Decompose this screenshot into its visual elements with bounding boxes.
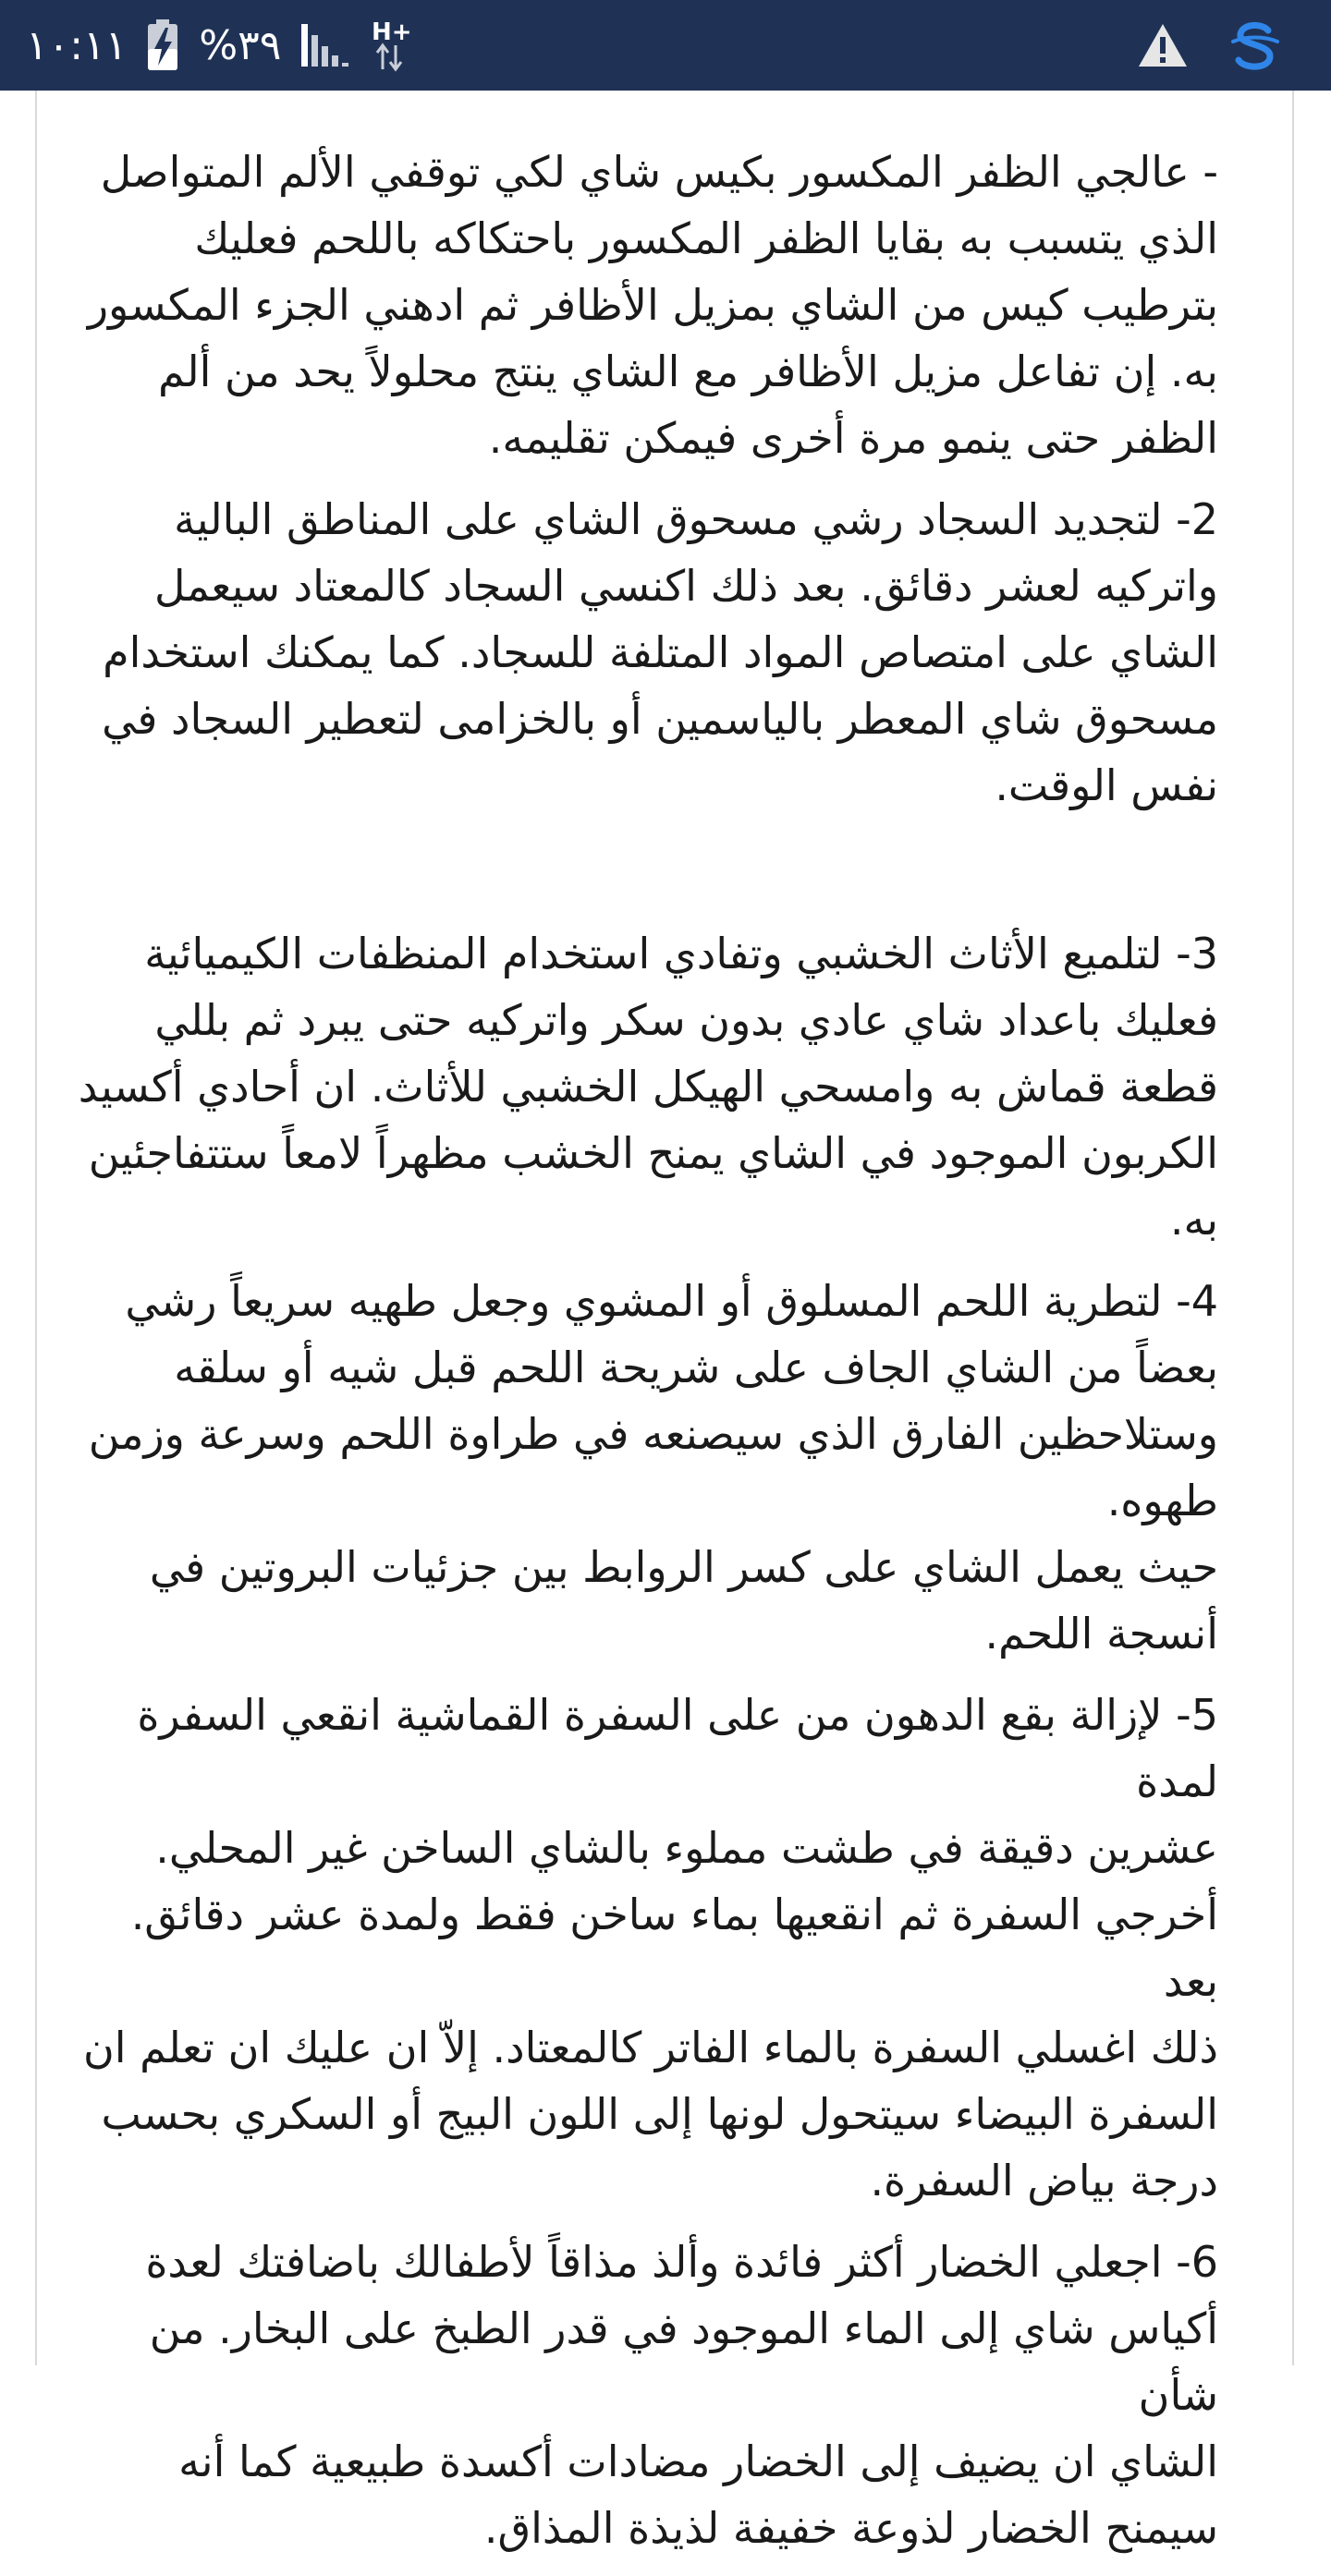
paragraph-line: بعضاً من الشاي الجاف على شريحة اللحم قبل شيه أو سلقه bbox=[174, 1343, 1218, 1392]
paragraph-line: نفس الوقت. bbox=[995, 760, 1218, 810]
article-paragraph bbox=[63, 139, 1218, 471]
paragraph-line: أخرجي السفرة ثم انقعيها بماء ساخن فقط ولمدة عشر دقائق. بعد bbox=[130, 1889, 1218, 2006]
paragraph-line: ذلك اغسلي السفرة بالماء الفاتر كالمعتاد. إلاّ ان عليك ان تعلم ان bbox=[82, 2023, 1218, 2072]
paragraph-line: عشرين دقيقة في طشت مملوء بالشاي الساخن غير المحلي. bbox=[155, 1823, 1218, 1873]
paragraph-line: 4- لتطرية اللحم المسلوق أو المشوي وجعل طهيه سريعاً رشي bbox=[125, 1276, 1218, 1326]
paragraph-line: به. bbox=[1169, 1195, 1218, 1245]
paragraph-line: السفرة البيضاء سيتحول لونها إلى اللون البيج أو السكري بحسب bbox=[101, 2089, 1218, 2139]
status-bar bbox=[0, 0, 1331, 91]
paragraph-line: أنسجة اللحم. bbox=[984, 1609, 1218, 1659]
article-paragraph bbox=[63, 486, 1218, 819]
paragraph-line: الذي يتسبب به بقايا الظفر المكسور باحتكاكه باللحم فعليك bbox=[194, 213, 1218, 263]
paragraph-line: طهوه. bbox=[1106, 1476, 1218, 1525]
article-paragraph bbox=[63, 1268, 1218, 1667]
article-paragraph bbox=[63, 920, 1218, 1253]
paragraph-line: واتركيه لعشر دقائق. بعد ذلك اكنسي السجاد كالمعتاد سيعمل bbox=[153, 561, 1218, 611]
paragraph-line: وستلاحظين الفارق الذي سيصنعه في طراوة اللحم وسرعة وزمن bbox=[88, 1409, 1218, 1459]
paragraph-line: 3- لتلميع الأثاث الخشبي وتفادي استخدام المنظفات الكيميائية bbox=[144, 929, 1218, 978]
article-paragraph bbox=[63, 2229, 1218, 2561]
article-frame bbox=[35, 91, 1294, 2553]
article-body bbox=[63, 139, 1218, 2576]
paragraph-line: 2- لتجديد السجاد رشي مسحوق الشاي على المناطق البالية bbox=[174, 494, 1218, 544]
signal-icon bbox=[301, 22, 349, 68]
paragraph-line: سيمنح الخضار لذوعة خفيفة لذيذة المذاق. bbox=[483, 2503, 1218, 2553]
paragraph-line: الشاي على امتصاص المواد المتلفة للسجاد. كما يمكنك استخدام bbox=[103, 627, 1218, 677]
battery-percent: %٣٩ bbox=[199, 21, 282, 69]
paragraph-line: به. إن تفاعل مزيل الأظافر مع الشاي ينتج محلولاً يحد من ألم bbox=[157, 346, 1218, 396]
paragraph-line: بترطيب كيس من الشاي بمزيل الأظافر ثم ادهني الجزء المكسور bbox=[87, 280, 1218, 330]
paragraph-line: حيث يعمل الشاي على كسر الروابط بين جزئيات البروتين في bbox=[149, 1542, 1218, 1592]
article-paragraph bbox=[63, 1682, 1218, 2214]
paragraph-line: الشاي ان يضيف إلى الخضار مضادات أكسدة طبيعية كما أنه bbox=[178, 2436, 1218, 2486]
paragraph-line: الكربون الموجود في الشاي يمنح الخشب مظهراً لامعاً ستتفاجئين bbox=[88, 1128, 1218, 1178]
paragraph-line: أكياس شاي إلى الماء الموجود في قدر الطبخ على البخار. من شأن bbox=[149, 2303, 1218, 2420]
network-hplus-icon bbox=[370, 18, 412, 73]
status-right-group bbox=[1137, 0, 1283, 91]
app-s-icon bbox=[1227, 18, 1283, 73]
battery-charging-icon bbox=[147, 19, 178, 71]
paragraph-line: الظفر حتى ينمو مرة أخرى فيمكن تقليمه. bbox=[488, 413, 1218, 463]
status-left-group bbox=[26, 0, 412, 91]
paragraph-line: 5- لإزالة بقع الدهون من على السفرة القماشية انقعي السفرة لمدة bbox=[137, 1690, 1218, 1806]
paragraph-line: فعليك باعداد شاي عادي بدون سكر واتركيه حتى يبرد ثم بللي bbox=[154, 995, 1218, 1045]
paragraph-line: مسحوق شاي المعطر بالياسمين أو بالخزامى لتعطير السجاد في bbox=[102, 694, 1218, 744]
paragraph-line: - عالجي الظفر المكسور بكيس شاي لكي توقفي الألم المتواصل bbox=[100, 147, 1218, 197]
paragraph-line: 6- اجعلي الخضار أكثر فائدة وألذ مذاقاً لأطفالك باضافتك لعدة bbox=[145, 2237, 1218, 2287]
warning-icon bbox=[1137, 22, 1189, 68]
paragraph-line: قطعة قماش به وامسحي الهيكل الخشبي للأثاث. ان أحادي أكسيد bbox=[78, 1062, 1218, 1112]
status-time: ١٠:١١ bbox=[26, 21, 128, 69]
paragraph-line: درجة بياض السفرة. bbox=[870, 2156, 1218, 2205]
svg-text:H+: H+ bbox=[372, 18, 412, 46]
